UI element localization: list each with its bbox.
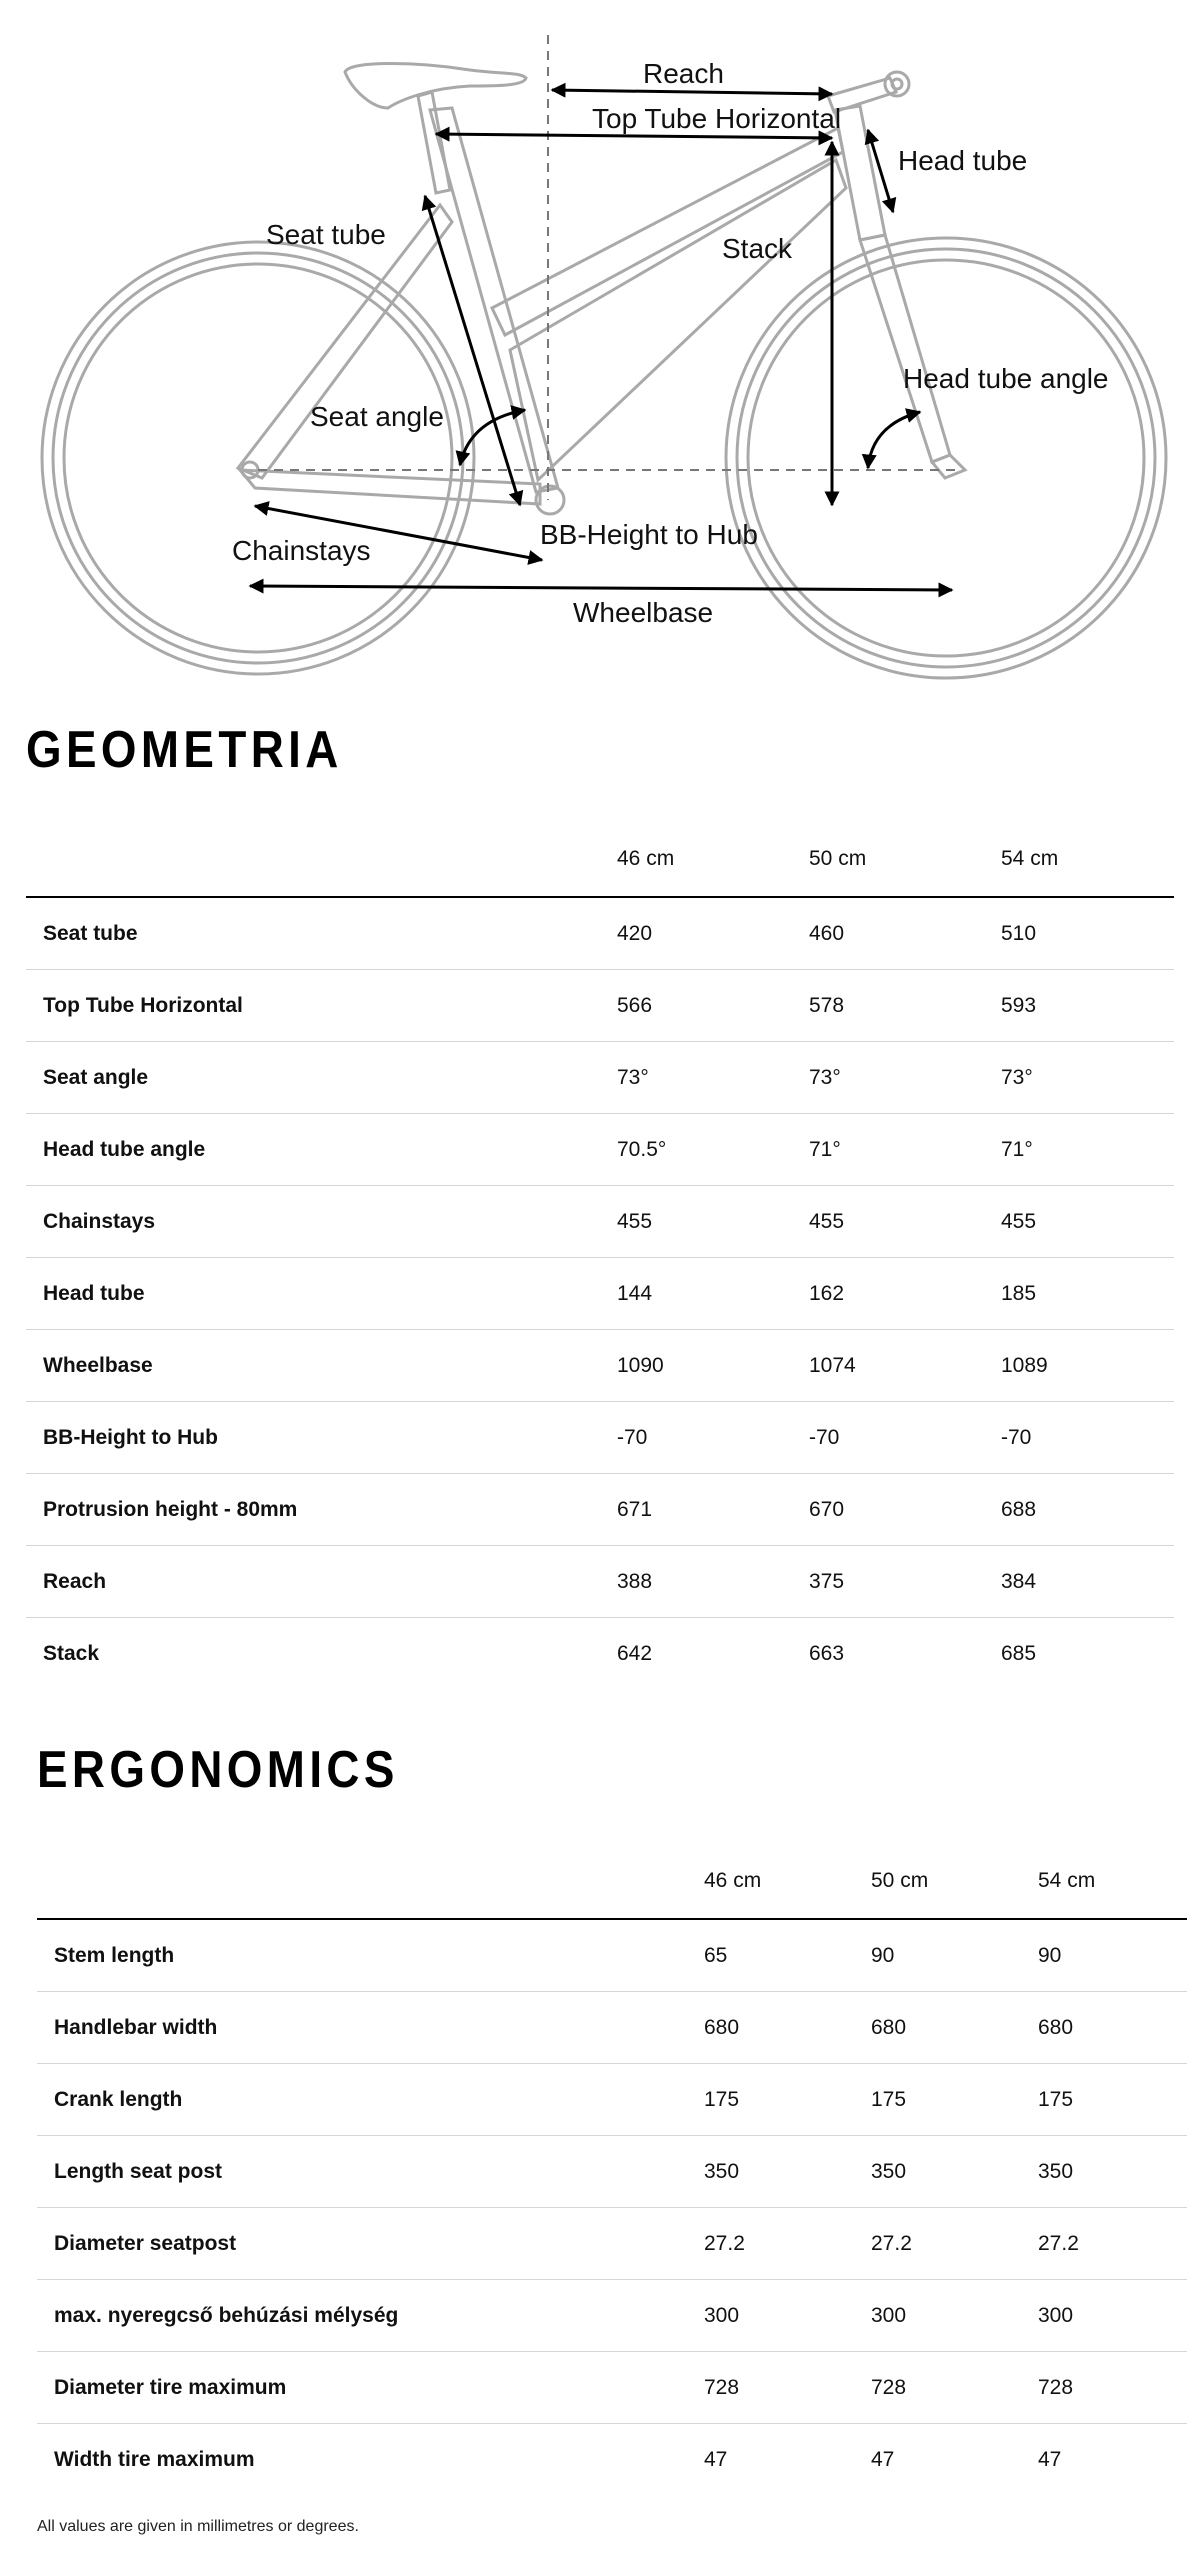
cell-value: 455 bbox=[617, 1186, 809, 1258]
table-row bbox=[37, 2136, 1187, 2208]
cell-value: 685 bbox=[1001, 1641, 1037, 1665]
column-header: 46 cm bbox=[704, 1844, 871, 1919]
table-row bbox=[37, 1992, 1187, 2064]
label-bb-height-to-hub: BB-Height to Hub bbox=[540, 519, 758, 550]
cell-value: 71° bbox=[809, 1114, 1001, 1186]
table-row bbox=[37, 2424, 1187, 2496]
row-label: Diameter tire maximum bbox=[37, 2352, 704, 2424]
column-header: 50 cm bbox=[871, 1844, 1038, 1919]
cell-value: 455 bbox=[1001, 1186, 1174, 1258]
column-header: 54 cm bbox=[1001, 822, 1174, 897]
row-label: Seat angle bbox=[26, 1042, 617, 1114]
cell-value: 350 bbox=[1038, 2136, 1187, 2208]
cell-value: 455 bbox=[809, 1186, 1001, 1258]
row-label: Handlebar width bbox=[37, 1992, 704, 2064]
cell-value: 27.2 bbox=[1038, 2208, 1187, 2280]
table-header-row bbox=[37, 1844, 1187, 1919]
row-label: Width tire maximum bbox=[54, 2447, 255, 2471]
row-label: Length seat post bbox=[37, 2136, 704, 2208]
geometry-title: GEOMETRIA bbox=[26, 721, 343, 779]
table-row bbox=[26, 970, 1174, 1042]
table-row bbox=[37, 2280, 1187, 2352]
cell-value: 388 bbox=[617, 1546, 809, 1618]
cell-value: 680 bbox=[1038, 1992, 1187, 2064]
table-row bbox=[37, 2208, 1187, 2280]
label-head-tube-angle: Head tube angle bbox=[903, 363, 1109, 394]
label-seat-angle: Seat angle bbox=[310, 401, 444, 432]
table-row bbox=[26, 1474, 1174, 1546]
header-label-column bbox=[37, 1844, 704, 1919]
ergonomics-table bbox=[37, 1844, 1187, 2495]
cell-value: 593 bbox=[1001, 970, 1174, 1042]
cell-value: 300 bbox=[1038, 2280, 1187, 2352]
table-row bbox=[26, 1186, 1174, 1258]
table-row bbox=[37, 1919, 1187, 1992]
cell-value: 1074 bbox=[809, 1330, 1001, 1402]
row-label: Head tube angle bbox=[26, 1114, 617, 1186]
row-label: Protrusion height - 80mm bbox=[26, 1474, 617, 1546]
cell-value: 384 bbox=[1001, 1546, 1174, 1618]
table-row bbox=[26, 897, 1174, 970]
table-row bbox=[26, 1330, 1174, 1402]
table-row bbox=[26, 1402, 1174, 1474]
row-label: Seat tube bbox=[26, 897, 617, 970]
row-label: Diameter seatpost bbox=[37, 2208, 704, 2280]
label-seat-tube: Seat tube bbox=[266, 219, 386, 250]
ergonomics-title: ERGONOMICS bbox=[37, 1741, 399, 1799]
row-label: Reach bbox=[26, 1546, 617, 1618]
cell-value: 680 bbox=[704, 1992, 871, 2064]
row-label: Head tube bbox=[26, 1258, 617, 1330]
table-row bbox=[26, 1546, 1174, 1618]
cell-value: 578 bbox=[809, 970, 1001, 1042]
label-top-tube-horizontal: Top Tube Horizontal bbox=[592, 103, 842, 134]
row-label: Stack bbox=[43, 1641, 100, 1665]
row-label: BB-Height to Hub bbox=[26, 1402, 617, 1474]
cell-value: 27.2 bbox=[871, 2208, 1038, 2280]
cell-value: -70 bbox=[617, 1402, 809, 1474]
cell-value: 670 bbox=[809, 1474, 1001, 1546]
row-label: max. nyeregcső behúzási mélység bbox=[37, 2280, 704, 2352]
table-row bbox=[37, 2064, 1187, 2136]
label-chainstays: Chainstays bbox=[232, 535, 371, 566]
cell-value: 671 bbox=[617, 1474, 809, 1546]
cell-value: 420 bbox=[617, 897, 809, 970]
column-header: 46 cm bbox=[617, 822, 809, 897]
cell-value: 185 bbox=[1001, 1258, 1174, 1330]
label-stack: Stack bbox=[722, 233, 793, 264]
cell-value: 175 bbox=[704, 2064, 871, 2136]
label-wheelbase: Wheelbase bbox=[573, 597, 714, 628]
cell-value: 663 bbox=[809, 1641, 845, 1665]
table-row bbox=[26, 1042, 1174, 1114]
cell-value: 350 bbox=[871, 2136, 1038, 2208]
cell-value: 47 bbox=[871, 2447, 895, 2471]
cell-value: 71° bbox=[1001, 1114, 1174, 1186]
cell-value: 375 bbox=[809, 1546, 1001, 1618]
column-header: 54 cm bbox=[1038, 1844, 1187, 1919]
cell-value: 90 bbox=[871, 1919, 1038, 1992]
footnote: All values are given in millimetres or degrees. bbox=[37, 2518, 359, 2535]
cell-value: 1089 bbox=[1001, 1330, 1174, 1402]
cell-value: 728 bbox=[871, 2352, 1038, 2424]
rear-wheel bbox=[42, 242, 474, 674]
cell-value: 65 bbox=[704, 1919, 871, 1992]
cell-value: 162 bbox=[809, 1258, 1001, 1330]
row-label: Chainstays bbox=[26, 1186, 617, 1258]
cell-value: 510 bbox=[1001, 897, 1174, 970]
cell-value: 300 bbox=[871, 2280, 1038, 2352]
column-header: 50 cm bbox=[809, 822, 1001, 897]
cell-value: 73° bbox=[1001, 1042, 1174, 1114]
cell-value: 175 bbox=[1038, 2064, 1187, 2136]
cell-value: 27.2 bbox=[704, 2208, 871, 2280]
row-label: Crank length bbox=[37, 2064, 704, 2136]
bike-geometry-diagram bbox=[0, 0, 1200, 690]
table-row bbox=[37, 2352, 1187, 2424]
label-head-tube: Head tube bbox=[898, 145, 1028, 176]
cell-value: 642 bbox=[617, 1641, 653, 1665]
cell-value: 70.5° bbox=[617, 1114, 809, 1186]
cell-value: 680 bbox=[871, 1992, 1038, 2064]
cell-value: 460 bbox=[809, 897, 1001, 970]
cell-value: 47 bbox=[1038, 2447, 1062, 2471]
label-reach: Reach bbox=[643, 58, 724, 89]
cell-value: 73° bbox=[617, 1042, 809, 1114]
header-label-column bbox=[26, 822, 617, 897]
row-label: Wheelbase bbox=[26, 1330, 617, 1402]
cell-value: 728 bbox=[704, 2352, 871, 2424]
geometry-table bbox=[26, 822, 1174, 1689]
cell-value: 728 bbox=[1038, 2352, 1187, 2424]
cell-value: -70 bbox=[1001, 1402, 1174, 1474]
table-row bbox=[26, 1114, 1174, 1186]
cell-value: 47 bbox=[704, 2447, 728, 2471]
row-label: Stem length bbox=[37, 1919, 704, 1992]
cell-value: 566 bbox=[617, 970, 809, 1042]
cell-value: 73° bbox=[809, 1042, 1001, 1114]
table-header-row bbox=[26, 822, 1174, 897]
row-label: Top Tube Horizontal bbox=[26, 970, 617, 1042]
cell-value: 688 bbox=[1001, 1474, 1174, 1546]
cell-value: 1090 bbox=[617, 1330, 809, 1402]
cell-value: 350 bbox=[704, 2136, 871, 2208]
cell-value: 144 bbox=[617, 1258, 809, 1330]
table-row bbox=[26, 1618, 1174, 1690]
cell-value: 175 bbox=[871, 2064, 1038, 2136]
cell-value: -70 bbox=[809, 1402, 1001, 1474]
table-row bbox=[26, 1258, 1174, 1330]
cell-value: 300 bbox=[704, 2280, 871, 2352]
cell-value: 90 bbox=[1038, 1919, 1187, 1992]
